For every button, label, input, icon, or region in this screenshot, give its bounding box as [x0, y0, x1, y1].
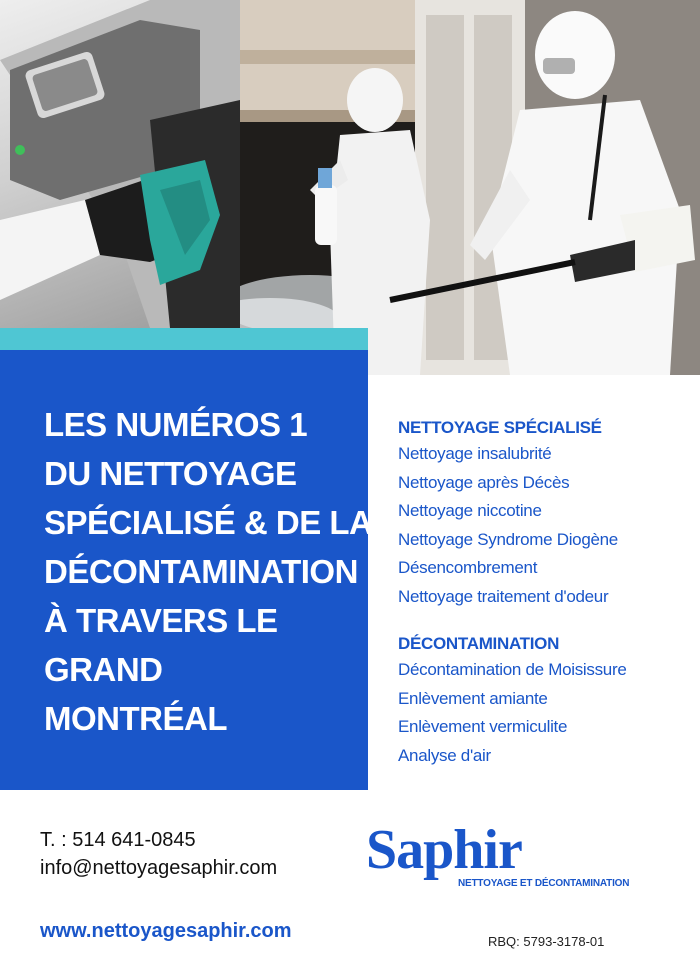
headline-line: À TRAVERS LE [44, 602, 278, 639]
website-link[interactable]: www.nettoyagesaphir.com [40, 920, 292, 942]
list-item: Décontamination de Moisissure [398, 660, 627, 679]
decontamination-services-heading: DÉCONTAMINATION [398, 634, 560, 653]
list-item: Désencombrement [398, 558, 538, 577]
cleaning-services-list [398, 440, 694, 611]
decontamination-services [398, 632, 694, 770]
saphir-logo [366, 818, 646, 898]
rbq-license: RBQ: 5793-3178-01 [488, 934, 605, 949]
list-item: Nettoyage insalubrité [398, 444, 552, 463]
services-section [398, 416, 694, 770]
list-item: Nettoyage traitement d'odeur [398, 586, 609, 606]
headline-line: LES NUMÉROS 1 [44, 406, 308, 443]
list-item: Enlèvement vermiculite [398, 717, 568, 736]
list-item: Nettoyage niccotine [398, 501, 542, 520]
phone-number[interactable]: T. : 514 641-0845 [40, 829, 196, 851]
cleaning-services [398, 416, 694, 611]
decontamination-photo [240, 0, 700, 375]
list-item: Nettoyage après Décès [398, 472, 570, 492]
teal-accent-bar [0, 328, 368, 350]
decontamination-photo-illustration [240, 0, 700, 375]
logo-tagline: NETTOYAGE ET DÉCONTAMINATION [458, 878, 630, 889]
list-item: Analyse d'air [398, 745, 491, 765]
logo-wordmark: Saphir [366, 819, 522, 881]
list-item: Nettoyage Syndrome Diogène [398, 529, 618, 549]
headline-line: GRAND [44, 651, 163, 688]
cleaning-photo-illustration [0, 0, 240, 328]
decontamination-services-list [398, 656, 694, 770]
headline-line: MONTRÉAL [44, 700, 227, 737]
cleaning-photo [0, 0, 240, 328]
headline-line: DÉCONTAMINATION [44, 553, 358, 590]
headline [44, 400, 373, 743]
list-item: Enlèvement amiante [398, 688, 548, 708]
headline-line: SPÉCIALISÉ & DE LA [44, 504, 373, 541]
cleaning-services-heading: NETTOYAGE SPÉCIALISÉ [398, 418, 602, 437]
headline-line: DU NETTOYAGE [44, 455, 297, 492]
contact-block [40, 826, 277, 882]
email-address[interactable]: info@nettoyagesaphir.com [40, 857, 278, 879]
